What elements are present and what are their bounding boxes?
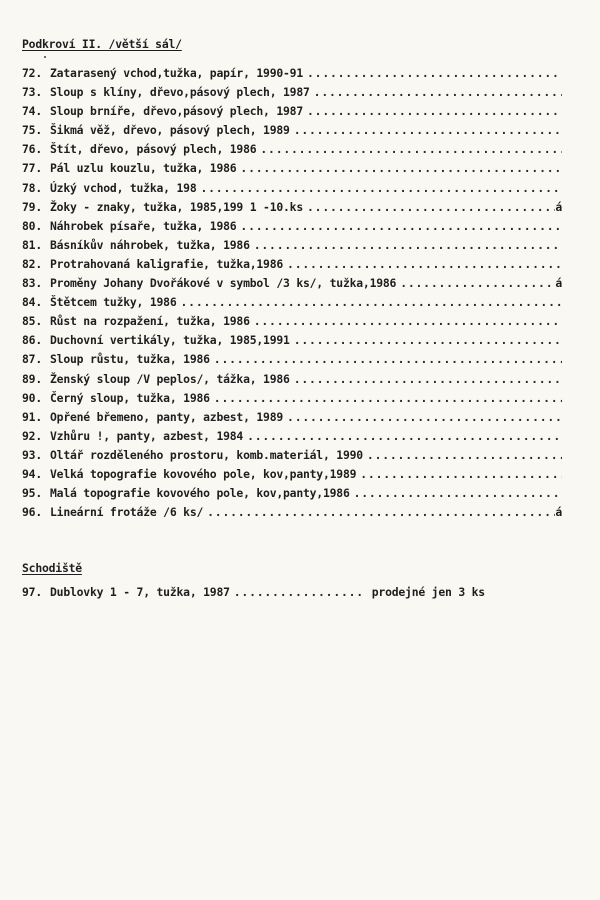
- entry-number: 78.: [22, 180, 42, 195]
- dot-leader: [200, 181, 562, 195]
- entry-suffix: á: [555, 505, 562, 520]
- entry-number: 89.: [22, 371, 42, 386]
- entry-text: Zatarasený vchod,tužka, papír, 1990-91: [50, 66, 303, 80]
- dot-leader: [400, 276, 555, 290]
- list-item: [22, 505, 562, 524]
- entry-number: 84.: [22, 295, 42, 310]
- entry-text: Opřené břemeno, panty, azbest, 1989: [50, 409, 284, 424]
- entry-list-schodiste: [22, 585, 582, 604]
- entry-number: 82.: [22, 256, 42, 271]
- entry-number: 87.: [22, 352, 42, 367]
- list-item: [22, 200, 562, 219]
- entry-number: 93.: [22, 447, 42, 462]
- entry-suffix: á: [555, 276, 562, 291]
- entry-number: 96.: [22, 505, 42, 520]
- list-item: [22, 104, 562, 123]
- list-item: [22, 276, 562, 295]
- entry-text: Šikmá věž, dřevo, pásový plech, 1989: [50, 123, 290, 138]
- entry-number: 80.: [22, 218, 42, 233]
- entry-number: 73.: [22, 85, 42, 100]
- dot-leader: [367, 448, 562, 462]
- entry-number: 90.: [22, 390, 42, 405]
- entry-text: Žoky - znaky, tužka, 1985,199 1 -10.ks: [50, 199, 303, 214]
- entry-text: Černý sloup, tužka, 1986: [50, 390, 210, 405]
- list-item: [22, 448, 562, 467]
- entry-number: 91.: [22, 409, 42, 424]
- dot-leader: [307, 104, 562, 118]
- entry-number: 72.: [22, 66, 42, 80]
- entry-number: 76.: [22, 142, 42, 157]
- entry-text: Dublovky 1 - 7, tužka, 1987: [50, 585, 230, 599]
- entry-text: Proměny Johany Dvořákové v symbol /3 ks/, tužka,1986: [50, 276, 397, 291]
- entry-suffix: á: [555, 199, 562, 214]
- list-item: [22, 410, 562, 429]
- entry-text: Básníkův náhrobek, tužka, 1986: [50, 237, 250, 252]
- entry-number: 92.: [22, 428, 42, 443]
- dot-leader: [354, 486, 562, 500]
- list-item: [22, 257, 562, 276]
- dot-leader: [254, 314, 562, 328]
- entry-text: Pál uzlu kouzlu, tužka, 1986: [50, 161, 237, 176]
- list-item: [22, 161, 562, 180]
- dot-leader: [181, 295, 563, 309]
- entry-text: Sloup růstu, tužka, 1986: [50, 352, 210, 367]
- entry-number: 97.: [22, 585, 42, 599]
- entry-number: 86.: [22, 333, 42, 348]
- entry-number: 95.: [22, 486, 42, 501]
- dot-leader: [260, 142, 562, 156]
- dot-leader: [314, 85, 562, 99]
- list-item: [22, 372, 562, 391]
- entry-text: Růst na rozpažení, tužka, 1986: [50, 314, 250, 329]
- dot-leader: [240, 219, 562, 233]
- entry-text: Vzhůru !, panty, azbest, 1984: [50, 428, 244, 443]
- list-item: [22, 238, 562, 257]
- dot-leader: [254, 238, 562, 252]
- entry-number: 74.: [22, 104, 42, 119]
- list-item: [22, 123, 562, 142]
- section-heading-schodiste: Schodiště: [22, 561, 82, 575]
- dot-leader: [294, 333, 562, 347]
- list-item: [22, 219, 562, 238]
- entry-number: 77.: [22, 161, 42, 176]
- entry-suffix: prodejné jen 3 ks: [371, 585, 485, 599]
- entry-text: Velká topografie kovového pole, kov,panty,1989: [50, 466, 357, 481]
- list-item: [22, 467, 562, 486]
- entry-list-podkrovi: [22, 66, 562, 524]
- entry-text: Štětcem tužky, 1986: [50, 295, 177, 310]
- entry-number: 94.: [22, 466, 42, 481]
- entry-text: Ženský sloup /V peplos/, tážka, 1986: [50, 371, 290, 386]
- dot-leader: [234, 585, 366, 599]
- list-item: [22, 181, 562, 200]
- dot-leader: [214, 391, 562, 405]
- entry-text: Lineární frotáže /6 ks/: [50, 505, 204, 520]
- entry-text: Malá topografie kovového pole, kov,panty,1986: [50, 486, 350, 501]
- dot-leader: [247, 429, 562, 443]
- dot-leader: [294, 372, 562, 386]
- list-item: [22, 429, 562, 448]
- entry-number: 75.: [22, 123, 42, 138]
- ink-speck: [44, 56, 46, 58]
- entry-text: Duchovní vertikály, tužka, 1985,1991: [50, 333, 290, 348]
- dot-leader: [240, 161, 562, 175]
- section-heading-podkrovi: Podkroví II. /větší sál/: [22, 37, 182, 51]
- entry-number: 83.: [22, 276, 42, 291]
- list-item: [22, 585, 582, 604]
- entry-number: 81.: [22, 237, 42, 252]
- list-item: [22, 66, 562, 85]
- entry-text: Štít, dřevo, pásový plech, 1986: [50, 142, 257, 157]
- dot-leader: [307, 200, 555, 214]
- list-item: [22, 333, 562, 352]
- list-item: [22, 391, 562, 410]
- entry-text: Náhrobek písaře, tužka, 1986: [50, 218, 237, 233]
- list-item: [22, 486, 562, 505]
- dot-leader: [307, 66, 562, 80]
- entry-number: 85.: [22, 314, 42, 329]
- dot-leader: [214, 352, 562, 366]
- list-item: [22, 295, 562, 314]
- entry-text: Oltář rozděleného prostoru, komb.materiál, 1990: [50, 447, 363, 462]
- dot-leader: [287, 257, 562, 271]
- dot-leader: [287, 410, 562, 424]
- list-item: [22, 85, 562, 104]
- entry-text: Sloup brnířе, dřevo,pásový plech, 1987: [50, 104, 303, 119]
- dot-leader: [294, 123, 562, 137]
- entry-text: Protrahovaná kaligrafie, tužka,1986: [50, 256, 284, 271]
- list-item: [22, 352, 562, 371]
- entry-number: 79.: [22, 199, 42, 214]
- list-item: [22, 314, 562, 333]
- list-item: [22, 142, 562, 161]
- entry-text: Sloup s klíny, dřevo,pásový plech, 1987: [50, 85, 310, 100]
- dot-leader: [207, 505, 555, 519]
- entry-text: Úzký vchod, tužka, 198: [50, 180, 197, 195]
- dot-leader: [360, 467, 562, 481]
